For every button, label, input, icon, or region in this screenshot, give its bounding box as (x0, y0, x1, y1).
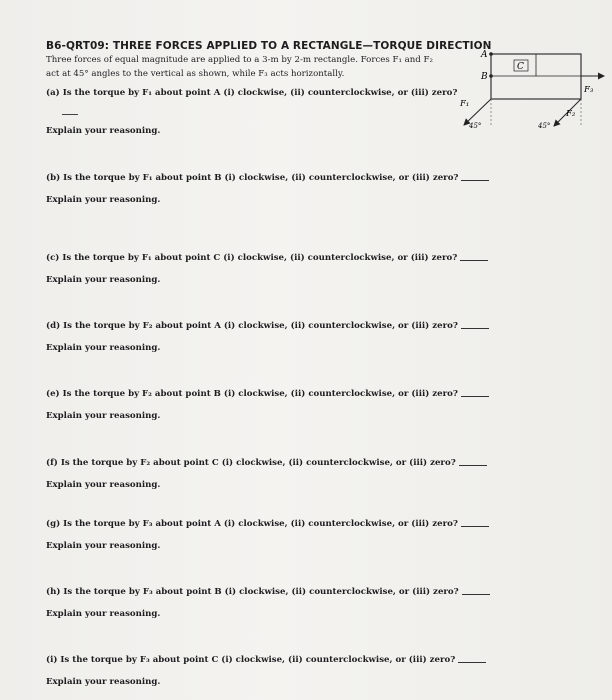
answer-blank-c[interactable] (460, 260, 488, 261)
point-a-marker (489, 52, 493, 56)
answer-blank-g[interactable] (461, 526, 489, 527)
answer-blank-d[interactable] (461, 328, 489, 329)
question-f-text: (f) Is the torque by F₂ about point C (i) clockwise, (ii) counterclockwise, or (iii) zero? (46, 458, 456, 468)
point-c-label: C (517, 62, 524, 72)
question-i (46, 655, 486, 665)
question-a (46, 88, 457, 98)
rectangle-force-diagram (454, 40, 606, 132)
force-f2-label: F₂ (566, 109, 576, 119)
answer-blank-h[interactable] (462, 594, 490, 595)
point-a-label: A (481, 50, 488, 60)
question-b-text: (b) Is the torque by F₁ about point B (i) clockwise, (ii) counterclockwise, or (iii) zero? (46, 173, 459, 183)
force-f1-label: F₁ (460, 99, 470, 109)
question-a-text: (a) Is the torque by F₁ about point A (i) clockwise, (ii) counterclockwise, or (iii) zero? (46, 88, 458, 98)
explain-e: Explain your reasoning. (46, 411, 161, 421)
question-i-text: (i) Is the torque by F₃ about point C (i) clockwise, (ii) counterclockwise, or (iii) zero? (46, 655, 456, 665)
point-b-label: B (481, 72, 488, 82)
question-e (46, 389, 489, 399)
question-e-text: (e) Is the torque by F₂ about point B (i) clockwise, (ii) counterclockwise, or (iii) zero? (46, 389, 458, 399)
question-g (46, 519, 489, 529)
explain-a: Explain your reasoning. (46, 126, 161, 136)
angle-2-label: 45° (538, 122, 551, 130)
question-g-text: (g) Is the torque by F₃ about point A (i) clockwise, (ii) counterclockwise, or (iii) zero? (46, 519, 458, 529)
explain-i: Explain your reasoning. (46, 677, 161, 687)
question-c-text: (c) Is the torque by F₁ about point C (i) clockwise, (ii) counterclockwise, or (iii) zero? (46, 253, 458, 263)
explain-h: Explain your reasoning. (46, 609, 161, 619)
answer-blank-f[interactable] (459, 465, 487, 466)
question-h-text: (h) Is the torque by F₃ about point B (i) clockwise, (ii) counterclockwise, or (iii) zero? (46, 587, 459, 597)
answer-line-a[interactable] (62, 114, 78, 115)
angle-1-label: 45° (469, 122, 482, 130)
answer-blank-b[interactable] (461, 180, 489, 181)
point-b-marker (489, 74, 493, 78)
question-d-text: (d) Is the torque by F₂ about point A (i) clockwise, (ii) counterclockwise, or (iii) zero? (46, 321, 458, 331)
worksheet-title: B6-QRT09: THREE FORCES APPLIED TO A RECTANGLE—TORQUE DIRECTION (46, 40, 492, 52)
explain-f: Explain your reasoning. (46, 480, 161, 490)
force-f3-label: F₃ (584, 85, 594, 95)
explain-c: Explain your reasoning. (46, 275, 161, 285)
answer-blank-i[interactable] (458, 662, 486, 663)
answer-blank-e[interactable] (461, 396, 489, 397)
question-c (46, 253, 488, 263)
explain-g: Explain your reasoning. (46, 541, 161, 551)
question-h (46, 587, 490, 597)
problem-intro: Three forces of equal magnitude are applied to a 3-m by 2-m rectangle. Forces F₁ and F₂ act at 45° angles to the vertical as shown, while F₃ acts horizontally. (46, 55, 433, 79)
explain-d: Explain your reasoning. (46, 343, 161, 353)
explain-b: Explain your reasoning. (46, 195, 161, 205)
question-b (46, 173, 489, 183)
question-d (46, 321, 489, 331)
question-f (46, 458, 487, 468)
